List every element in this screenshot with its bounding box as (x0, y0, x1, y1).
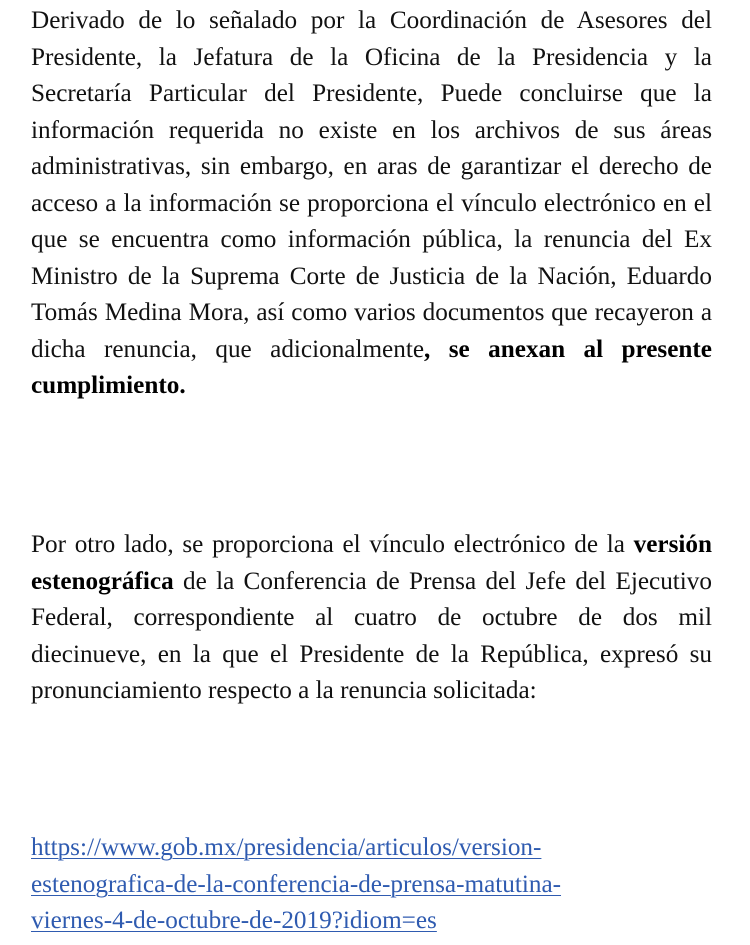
link-block (31, 830, 712, 940)
paragraph2-text-before: Por otro lado, se proporciona el vínculo electrónico de la (31, 531, 634, 558)
link-line-3: viernes-4-de-octubre-de-2019?idiom=es (31, 907, 437, 934)
link-line-2: estenografica-de-la-conferencia-de-prensa-matutina- (31, 870, 562, 898)
paragraph1-bold-text: , se anexan al presente cumplimiento. (31, 335, 712, 399)
paragraph2-text-after: de la Conferencia de Prensa del Jefe del Ejecutivo Federal, correspondiente al cuatro de octubre de dos mil diecinueve, en la que el Presidente de la República, expresó su pronunciamiento respecto a la renuncia solicitada: (31, 567, 712, 704)
paragraph-resignation-info (31, 3, 712, 405)
paragraph2-bold-text: versión estenográfica (31, 531, 712, 595)
stenographic-version-link[interactable] (31, 834, 561, 934)
link-line-1: https://www.gob.mx/presidencia/articulos/version- (31, 834, 542, 861)
paragraph-stenographic-version (31, 527, 712, 710)
paragraph1-text: Derivado de lo señalado por la Coordinación de Asesores del Presidente, la Jefatura de la Oficina de la Presidencia y la Secretaría Particular del Presidente, Puede concluirse que la información requerida no existe en los archivos de sus áreas administrativas, sin embargo, en aras de garantizar el derecho de acceso a la información se proporciona el vínculo electrónico en el que se encuentra como información pública, la renuncia del Ex Ministro de la Suprema Corte de Justicia de la Nación, Eduardo Tomás Medina Mora, así como varios documentos que recayeron a dicha renuncia, que adicionalmente (31, 7, 712, 363)
